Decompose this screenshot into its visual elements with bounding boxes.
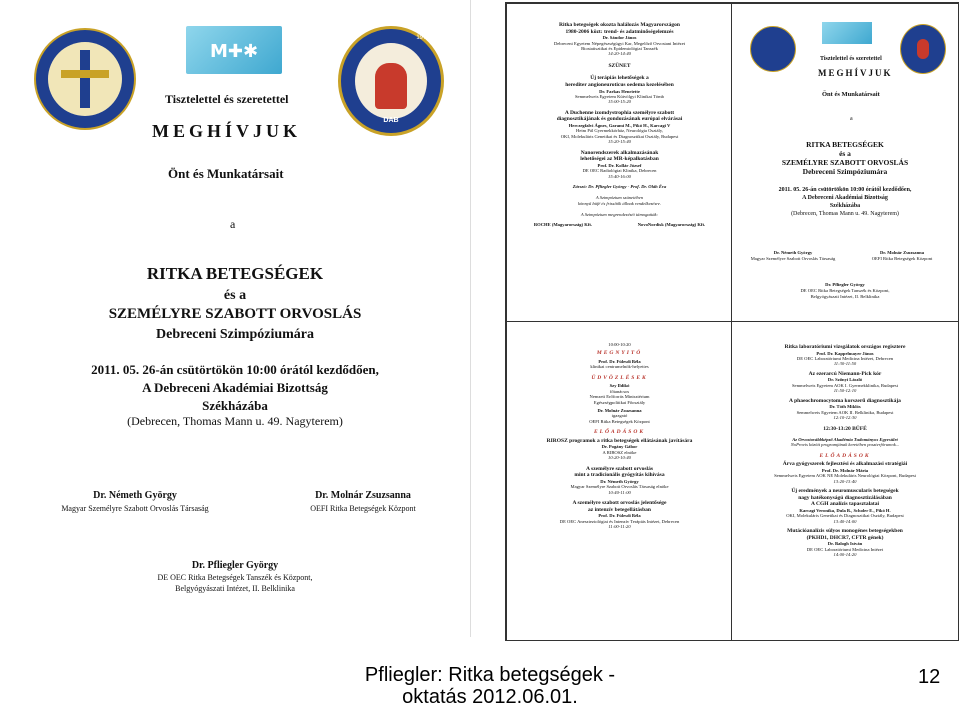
p4-line: főtanácsos: [609, 388, 630, 394]
p5-line: Semmelweis Egyetem AOK I. Gyermekklinika, Budapest: [791, 382, 899, 388]
seal-label: DAB: [383, 117, 399, 124]
p4-line: Egészségpolitikai Főosztály: [593, 399, 646, 405]
dab-seal-icon: [900, 24, 946, 74]
caption-line-1: Pfliegler: Ritka betegségek -: [364, 664, 616, 686]
sponsor-roche: ROCHE (Magyarország) Kft.: [533, 221, 593, 227]
p5-line: Semmelweis Egyetem AOK NE Molekuláris Neurológiai Központ, Budapest: [774, 473, 916, 479]
p3-title-3: SZEMÉLYRE SZABOTT ORVOSLÁS: [781, 158, 909, 167]
p2-line: Ritka betegségek okozta halálozás Magyarországon: [559, 22, 680, 28]
p3-title-2: és a: [839, 149, 851, 158]
p4-line: MEGNYITÓ: [596, 350, 643, 357]
p4-line: igazgató: [611, 413, 628, 419]
p3-host-3-org-2: Belgyógyászati Intézet, II. Belklinika: [810, 294, 880, 299]
page-number: 12: [918, 666, 941, 688]
p4-line: Prof. Dr. Fülesdi Béla: [598, 359, 641, 364]
p4-line: 11:00-11:20: [608, 524, 631, 530]
p5-line: 12:10-12:30: [833, 415, 857, 421]
p4-line: Szy Ildikó: [609, 383, 630, 389]
p4-line: 10:00-10:20: [608, 342, 631, 347]
venue-line-1: A Debreceni Akadémiai Bizottság: [142, 380, 328, 395]
p5-line: 13:20-13:40: [833, 478, 857, 484]
p4-line: Nemzeti Erőforrás Minisztérium: [589, 394, 650, 400]
p5-line: Ritka laboratóriumi vizsgálatok országos regisztere: [784, 344, 906, 350]
p4-line: 10:20-10:40: [608, 455, 631, 461]
p3-host-2: Dr. Molnár Zsuzsanna: [879, 250, 925, 255]
p5-line: OKI, Molekuláris Genetikai és Diagnosztikai Osztály, Budapest: [786, 513, 904, 519]
p5-line: Karcagi Veronika, Dula B., Scholer E., Pikó H.: [799, 508, 891, 514]
p5-line: Az ezerarcú Niemann-Pick kór: [808, 370, 882, 377]
p4-line: 10:40-11:00: [608, 489, 631, 495]
p3-host-2-org: OEFI Ritka Betegségek Központ: [871, 256, 933, 261]
p5-line: A phaeochromocytoma korszerű diagnosztikája: [789, 397, 901, 404]
p2-line: A Szimpózium megrendezését támogatták:: [580, 212, 659, 218]
program-page-2: [506, 3, 733, 323]
p2-line: OKI, Molekuláris Genetikai és Diagnosztikai Osztály, Budapest: [560, 133, 679, 139]
p5-line: 12:30-13:20 BÜFÉ: [823, 426, 867, 433]
p5-line: Mutációanalízis súlyos monogénes betegségekben: [787, 528, 903, 535]
p4-line: A személyre szabott orvoslás jelentősége: [572, 500, 667, 507]
p2-line: 14:20-14:40: [608, 51, 631, 57]
host-1-org: Magyar Személyre Szabott Orvoslás Társaság: [61, 504, 209, 513]
p2-line: Új terápiás lehetőségek a: [590, 75, 649, 82]
p2-line: Prof. Dr. Kollár József: [597, 162, 642, 168]
event-date: 2011. 05. 26-án csütörtökön 10:00 órától kezdődően,: [91, 362, 379, 377]
p2-line: Nanorendszerek alkalmazásának: [580, 149, 659, 156]
p5-line: NoProvis között programjának keretében poszterfórumok...: [790, 442, 900, 448]
p5-line: Dr. Szőnyi László: [827, 377, 863, 383]
host-2-org: OEFI Ritka Betegségek Központ: [310, 504, 416, 513]
host-2-name: Dr. Molnár Zsuzsanna: [315, 490, 411, 501]
p4-line: A RIBOSZ elnöke: [602, 449, 637, 455]
p5-line: DE OEC Laboratóriumi Medicina Intézet, Debrecen: [796, 356, 894, 361]
p3-venue-1: A Debreceni Akadémiai Bizottság: [802, 195, 888, 201]
host-3-org-1: DE OEC Ritka Betegségek Tanszék és Központ,: [157, 573, 313, 582]
society-emblem-icon: [750, 26, 796, 72]
p3-invite: MEGHÍVJUK: [818, 68, 893, 78]
p5-line: Dr. Tóth Miklós: [829, 404, 861, 410]
p2-line: Debreceni Egyetem Népegészségügyi Kar, Megelőző Orvostani Intézet: [553, 40, 686, 46]
svg-text:M✚✱: M✚✱: [209, 41, 259, 62]
p2-line: SZÜNET: [608, 62, 631, 69]
host-1-name: Dr. Németh György: [93, 490, 177, 501]
p4-line: Prof. Dr. Fülesdi Béla: [598, 513, 641, 519]
p4-line: Dr. Németh György: [600, 478, 639, 484]
p2-line: A Duchenne izomdystrophia személyre szabott: [564, 109, 675, 116]
article: a: [230, 217, 236, 231]
event-title-3: SZEMÉLYRE SZABOTT ORVOSLÁS: [108, 306, 362, 322]
venue-line-3: (Debrecen, Thomas Mann u. 49. Nagyterem): [127, 414, 343, 428]
p4-line: OEFI Ritka Betegségek Központ: [589, 418, 650, 424]
p4-line: klinikai centrumelnök-helyettes: [590, 364, 649, 370]
p2-line: Herczegfalvi Ágnes, Garami M., Pikó H., Karcagi V: [568, 123, 671, 128]
p2-line: Biostatisztikai és Epidemiológiai Tanszék: [581, 46, 658, 51]
p5-line: Az Orvostovábbképző Akadémia Tudományos Egyesület: [792, 437, 898, 443]
p5-line: DE OEC Laboratóriumi Medicina Intézet: [806, 546, 884, 552]
p5-line: 11:50-12:10: [833, 388, 857, 394]
p2-line: 15:40-16:00: [608, 173, 631, 179]
medical-symbol-icon: [186, 26, 282, 74]
organization-logo: [186, 26, 282, 74]
p5-line: Új eredmények a neuromuscularis betegségek: [791, 488, 899, 495]
p4-line: A személyre szabott orvoslás: [586, 465, 653, 472]
p3-title-4: Debreceni Szimpóziumára: [802, 167, 888, 176]
p5-line: Árva gyógyszerek fejlesztési és alkalmazási stratégiái: [782, 461, 908, 468]
p5-line: A CGH analízis tapasztalatai: [811, 501, 879, 508]
p5-line: nagy hatékonyságú diagnosztizálásában: [798, 494, 892, 501]
p5-line: 13:40-14:00: [833, 518, 857, 524]
p3-article: a: [850, 116, 853, 122]
p2-line: herediter angioneuroticus oedema kezelésében: [565, 82, 674, 88]
p3-greeting: Tisztelettel és szeretettel: [820, 56, 882, 62]
p3-title-1: RITKA BETEGSÉGEK: [806, 140, 884, 149]
greeting: Tisztelettel és szeretettel: [165, 92, 289, 106]
event-title-4: Debreceni Szimpóziumára: [156, 327, 314, 342]
p2-line: 15:20-15:40: [608, 139, 631, 145]
p2-line: DE OEC Radiológiai Klinika, Debrecen: [582, 168, 657, 174]
p4-line: Dr. Pogány Gábor: [601, 444, 638, 450]
slide-caption: [300, 664, 680, 708]
seal-year: 1975: [416, 35, 430, 41]
program-page-5: [731, 321, 959, 641]
p2-line: Semmelweis Egyetem Kútvölgyi Klinikai Tömb: [575, 94, 664, 99]
p3-date: 2011. 05. 26-án csütörtökön 10:00 órától kezdődően,: [778, 187, 912, 193]
venue-line-2: Székházába: [202, 398, 268, 413]
p5-line: ELŐADÁSOK: [819, 452, 871, 459]
host-3-org-2: Belgyógyászati Intézet, II. Belklinika: [175, 584, 295, 593]
p5-line: Prof. Dr. Kappelmayer János: [816, 350, 874, 356]
invitation-page: [0, 0, 471, 637]
program-page-3: [731, 3, 959, 323]
dab-seal-icon: [338, 26, 444, 136]
invite-heading: MEGHÍVJUK: [152, 121, 302, 141]
host-3-name: Dr. Pfliegler György: [191, 560, 279, 571]
p3-host-3-org-1: DE OEC Ritka Betegségek Tanszék és Központ,: [800, 288, 890, 293]
p5-line: (PKHD1, DHCR7, CFTR gének): [806, 534, 884, 541]
p2-line: Dr. Farkas Henriette: [599, 88, 640, 94]
p3-host-1-org: Magyar Személyre Szabott Orvoslás Társaság: [750, 256, 836, 261]
p4-line: DE OEC Aneszteziológiai és Intenzív Terápiás Intézet, Debrecen: [559, 518, 680, 524]
caption-line-2: oktatás 2012.06.01.: [402, 686, 578, 708]
p2-line: 15:00-15:20: [608, 99, 631, 105]
p2-line: 1980-2006 közt: trend- és adatminőségelemzés: [565, 28, 674, 35]
p4-line: ÜDVÖZLÉSEK: [591, 374, 648, 381]
organization-logo: [822, 22, 872, 44]
p4-line: RIROSZ programok a ritka betegségek ellátásának javítására: [546, 437, 693, 444]
p3-audience: Önt és Munkatársait: [822, 91, 880, 98]
p4-line: mint a tradicionális gyógyítás kihívása: [574, 472, 665, 479]
p2-line: könnyű büfé és frissítők állnak rendelkezésre.: [577, 200, 662, 206]
p3-host-1: Dr. Németh György: [773, 250, 813, 255]
p5-line: 14:00-14:20: [833, 552, 857, 558]
p5-line: 11:30-11:50: [833, 361, 857, 367]
p2-line: Zárszó: Dr. Pfliegler György - Prof. Dr. Oláh Éva: [572, 184, 667, 190]
p4-line: az intenzív betegellátásban: [588, 506, 651, 513]
p2-line: A Szimpózium szünetében: [595, 195, 644, 201]
p4-line: Magyar Személyre Szabott Orvoslás Társaság elnöke: [570, 484, 669, 490]
society-emblem-icon: [34, 28, 136, 130]
p2-line: diagnosztikájának és gondozásának európai elvárásai: [556, 116, 683, 123]
p5-line: Prof. Dr. Molnár Mária: [821, 468, 869, 474]
event-title-1: RITKA BETEGSÉGEK: [146, 264, 324, 283]
p5-line: Dr. Balogh István: [827, 541, 863, 547]
p3-venue-2: Székházába: [829, 203, 861, 209]
p4-line: ELŐADÁSOK: [593, 429, 645, 436]
program-thumbnails: [505, 2, 959, 641]
p3-venue-3: (Debrecen, Thomas Mann u. 49. Nagyterem): [791, 211, 899, 217]
p2-line: lehetőségei az MR-képalkotásban: [580, 156, 659, 163]
audience: Önt és Munkatársait: [168, 166, 284, 181]
p4-line: Dr. Molnár Zsuzsanna: [597, 408, 642, 414]
p2-line: Dr. Sándor János: [602, 35, 637, 41]
sponsor-novonordisk: NovoNordisk (Magyarország) Kft.: [637, 221, 706, 227]
program-page-4: [506, 321, 733, 641]
p3-host-3: Dr. Pfliegler György: [825, 282, 865, 287]
event-title-2: és a: [223, 288, 247, 303]
p5-line: Semmelweis Egyetem AOK II. Belklinika, Budapest: [796, 409, 894, 415]
p2-line: Heim Pál Gyermekkórház, Neurológia Osztály,: [576, 128, 663, 134]
